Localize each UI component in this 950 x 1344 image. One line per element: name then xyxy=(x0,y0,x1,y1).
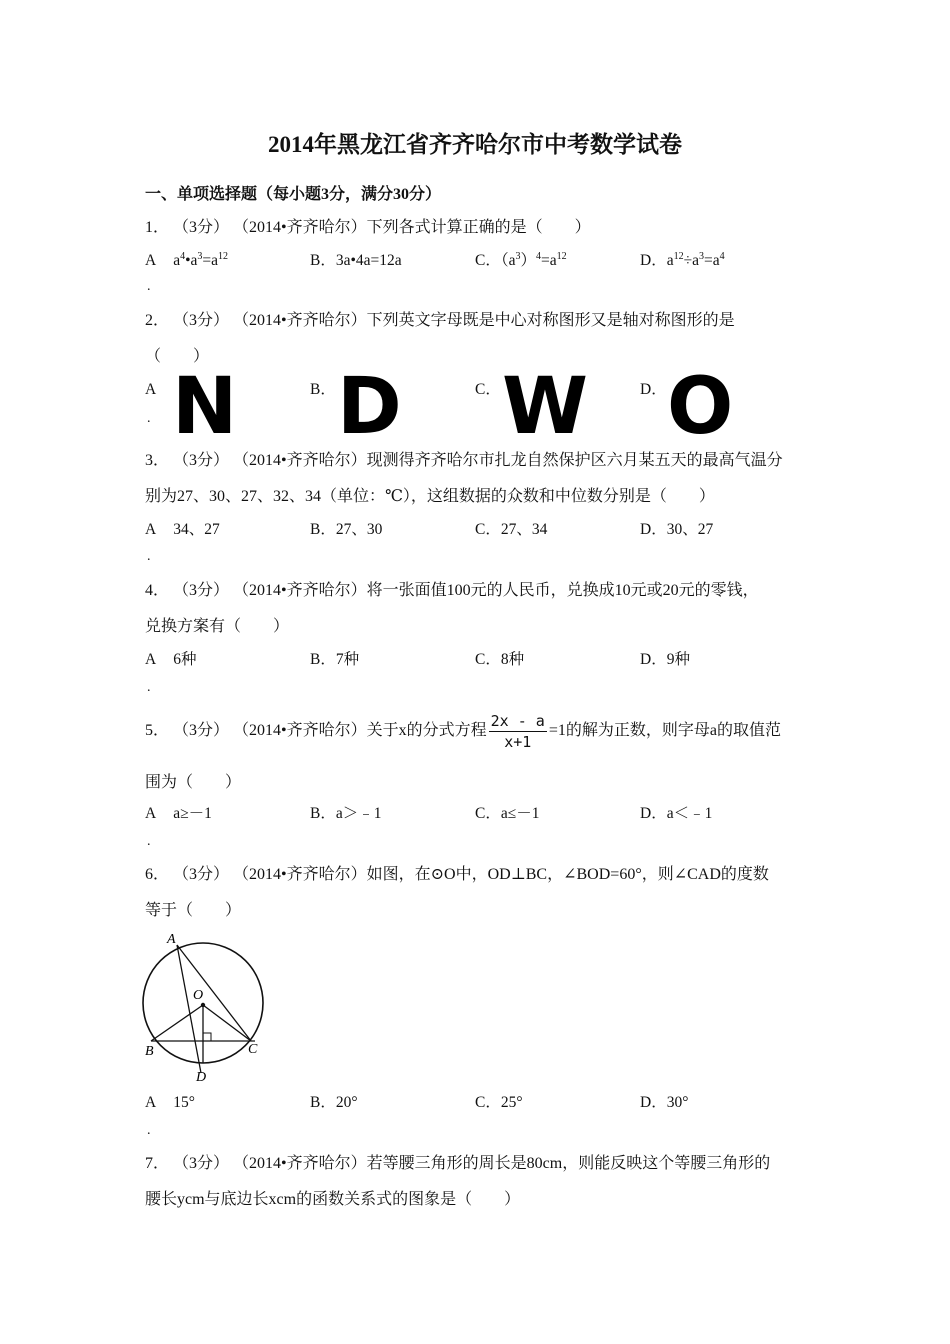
question-source: （2014•齐齐哈尔） xyxy=(233,452,367,469)
q1-option-c[interactable] xyxy=(475,251,567,271)
letter-w-figure: W xyxy=(502,362,589,452)
right-angle-mark xyxy=(203,1033,211,1041)
option-text: 20° xyxy=(335,1094,358,1111)
question-score: （3分） xyxy=(173,219,230,236)
option-label: D． xyxy=(640,381,667,398)
q6-option-d[interactable] xyxy=(640,1093,688,1113)
question-stem: 下列英文字母既是中心对称图形又是轴对称图形的是 xyxy=(366,312,735,329)
question-7 xyxy=(145,1154,770,1174)
option-label: B． xyxy=(310,252,336,269)
q3-option-a[interactable] xyxy=(145,520,220,540)
q4-option-a[interactable] xyxy=(145,650,196,670)
question-5 xyxy=(145,708,781,754)
option-text: 25° xyxy=(500,1094,523,1111)
option-label: C． xyxy=(475,1094,501,1111)
question-number: 6． xyxy=(145,866,170,883)
option-label: C． xyxy=(475,252,501,269)
option-text: 30、27 xyxy=(666,521,714,538)
letter-n-figure: N xyxy=(172,362,238,452)
fraction-denominator: x+1 xyxy=(504,732,532,751)
option-label: A xyxy=(145,1094,156,1111)
option-text: 3a•4a=12a xyxy=(335,252,402,269)
question-number: 7． xyxy=(145,1155,170,1172)
option-text: $(a^3)^4=a^{12}$ xyxy=(500,251,567,269)
label-o: O xyxy=(193,988,204,1003)
q5-option-a[interactable] xyxy=(145,804,212,824)
list-marker: . xyxy=(147,834,151,849)
question-score: （3分） xyxy=(173,312,230,329)
question-stem: 将一张面值100元的人民币，兑换成10元或20元的零钱， xyxy=(366,582,759,599)
question-number: 1． xyxy=(145,219,170,236)
q4-option-b[interactable] xyxy=(310,650,359,670)
question-number: 3． xyxy=(145,452,170,469)
page-title: 2014年黑龙江省齐齐哈尔市中考数学试卷 xyxy=(268,132,682,157)
option-label: D． xyxy=(640,1094,667,1111)
segment-ac xyxy=(177,945,251,1041)
label-b: B xyxy=(145,1044,154,1059)
option-label: A xyxy=(145,521,156,538)
question-2 xyxy=(145,311,735,331)
question-source: （2014•齐齐哈尔） xyxy=(233,219,367,236)
center-point xyxy=(201,1003,205,1007)
list-marker: . xyxy=(147,549,151,564)
option-label: A xyxy=(145,651,156,668)
option-label: B． xyxy=(310,521,336,538)
question-stem: 如图，在⊙O中，OD⊥BC，∠BOD=60°，则∠CAD的度数 xyxy=(366,866,769,883)
question-stem: 关于x的分式方程 xyxy=(366,722,487,739)
question-stem-continued: （ ） xyxy=(145,348,210,365)
question-source: （2014•齐齐哈尔） xyxy=(233,866,367,883)
option-label: B． xyxy=(310,805,336,822)
question-6 xyxy=(145,865,769,885)
question-number: 5． xyxy=(145,722,170,739)
option-label: D． xyxy=(640,651,667,668)
option-text: 34、27 xyxy=(173,521,220,538)
option-text: a≥－1 xyxy=(173,805,212,822)
option-label: D． xyxy=(640,805,667,822)
option-label: B． xyxy=(310,1094,336,1111)
option-text: a＜﹣1 xyxy=(666,805,713,822)
option-text: 9种 xyxy=(666,651,690,668)
option-label: C． xyxy=(475,521,501,538)
label-d: D xyxy=(196,1070,207,1085)
question-stem: 若等腰三角形的周长是80cm，则能反映这个等腰三角形的 xyxy=(366,1155,771,1172)
question-4 xyxy=(145,581,759,601)
option-label: B． xyxy=(310,651,336,668)
option-label: D． xyxy=(640,252,667,269)
question-source: （2014•齐齐哈尔） xyxy=(233,312,367,329)
circle-geometry-figure xyxy=(135,925,275,1085)
option-text: a＞﹣1 xyxy=(335,805,382,822)
question-stem-continued: 腰长ycm与底边长xcm的函数关系式的图象是（ ） xyxy=(145,1191,521,1208)
question-score: （3分） xyxy=(173,452,230,469)
question-stem: 现测得齐齐哈尔市扎龙自然保护区六月某五天的最高气温分 xyxy=(366,452,783,469)
option-text: 8种 xyxy=(500,651,525,668)
q3-option-d[interactable] xyxy=(640,520,713,540)
q6-option-b[interactable] xyxy=(310,1093,358,1113)
option-label: C． xyxy=(475,651,501,668)
option-text: $a^4•a^3=a^{12}$ xyxy=(173,251,229,269)
option-label: C． xyxy=(475,805,501,822)
option-label: D． xyxy=(640,521,667,538)
question-score: （3分） xyxy=(173,582,230,599)
question-stem-tail: =1的解为正数，则字母a的取值范 xyxy=(548,722,781,739)
list-marker: . xyxy=(147,279,151,294)
fraction xyxy=(489,712,547,751)
q1-option-a[interactable] xyxy=(145,251,228,271)
question-1 xyxy=(145,218,591,238)
question-stem: 下列各式计算正确的是（ ） xyxy=(366,219,591,236)
segment-ob xyxy=(151,1005,203,1041)
question-source: （2014•齐齐哈尔） xyxy=(233,582,367,599)
option-label: B． xyxy=(310,381,336,398)
option-label: A xyxy=(145,805,156,822)
q1-option-b[interactable] xyxy=(310,251,402,271)
q2-option-c[interactable] xyxy=(475,380,501,400)
q3-option-c[interactable] xyxy=(475,520,547,540)
question-number: 4． xyxy=(145,582,170,599)
question-stem-continued: 兑换方案有（ ） xyxy=(145,618,290,635)
q2-option-a[interactable] xyxy=(145,380,156,400)
option-text: 30° xyxy=(666,1094,689,1111)
q4-option-c[interactable] xyxy=(475,650,524,670)
q6-option-c[interactable] xyxy=(475,1093,523,1113)
q5-option-c[interactable] xyxy=(475,804,539,824)
letter-o-figure: O xyxy=(667,362,734,452)
section-heading: 一、单项选择题（每小题3分，满分30分） xyxy=(145,186,442,203)
fraction-numerator: 2x - a xyxy=(490,711,545,730)
q3-option-b[interactable] xyxy=(310,520,382,540)
q5-option-d[interactable] xyxy=(640,804,712,824)
question-stem-continued: 别为27、30、27、32、34（单位：℃），这组数据的众数和中位数分别是（ ） xyxy=(145,488,715,505)
q5-option-b[interactable] xyxy=(310,804,381,824)
option-label: A xyxy=(145,252,156,269)
q4-option-d[interactable] xyxy=(640,650,690,670)
option-text: $a^{12}\div a^3=a^4$ xyxy=(666,251,725,269)
letter-d-figure: D xyxy=(337,362,402,452)
question-number: 2． xyxy=(145,312,170,329)
option-label: A xyxy=(145,381,157,398)
question-source: （2014•齐齐哈尔） xyxy=(233,1155,367,1172)
question-stem-continued: 等于（ ） xyxy=(145,902,242,919)
question-stem-continued: 围为（ ） xyxy=(145,774,242,791)
option-text: 7种 xyxy=(335,651,360,668)
list-marker: . xyxy=(147,411,151,426)
question-score: （3分） xyxy=(173,722,230,739)
option-text: 6种 xyxy=(173,651,197,668)
question-score: （3分） xyxy=(173,1155,230,1172)
q2-option-b[interactable] xyxy=(310,380,336,400)
list-marker: . xyxy=(147,680,151,695)
label-a: A xyxy=(167,932,176,947)
list-marker: . xyxy=(147,1123,151,1138)
option-text: 15° xyxy=(173,1094,195,1111)
question-source: （2014•齐齐哈尔） xyxy=(233,722,367,739)
option-text: 27、30 xyxy=(335,521,383,538)
q1-option-d[interactable] xyxy=(640,251,725,271)
option-text: 27、34 xyxy=(500,521,548,538)
question-3 xyxy=(145,451,783,471)
q2-option-d[interactable] xyxy=(640,380,667,400)
question-score: （3分） xyxy=(173,866,230,883)
option-text: a≤－1 xyxy=(500,805,540,822)
label-c: C xyxy=(248,1042,258,1057)
option-label: C． xyxy=(475,381,501,398)
q6-option-a[interactable] xyxy=(145,1093,195,1113)
